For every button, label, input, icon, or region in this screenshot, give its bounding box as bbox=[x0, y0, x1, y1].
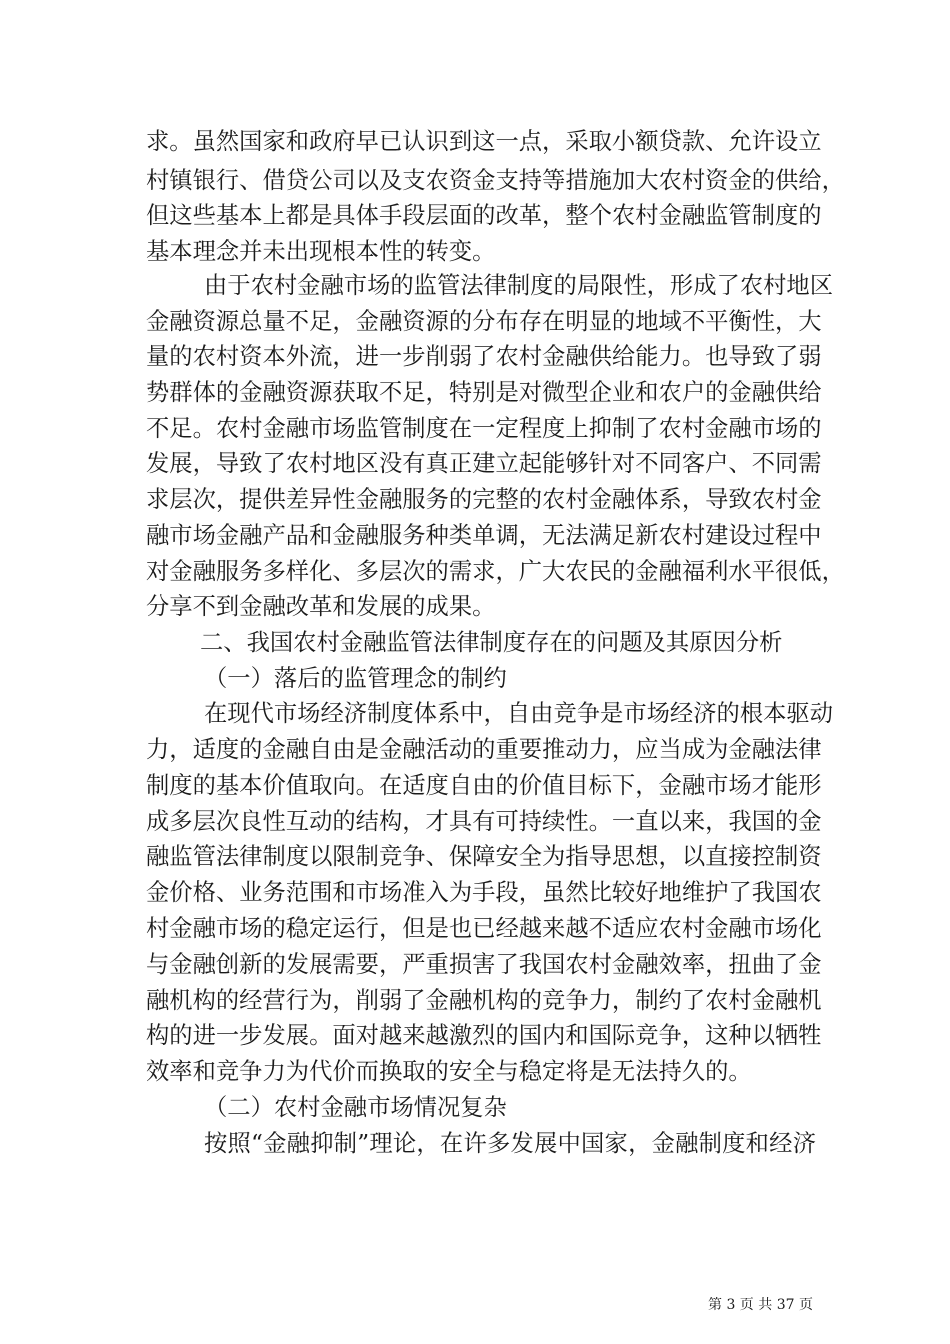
paragraph-line: 融监管法律制度以限制竞争、保障安全为指导思想，以直接控制资 bbox=[146, 843, 822, 870]
paragraph-line: 但这些基本上都是具体手段层面的改革，整个农村金融监管制度的 bbox=[146, 202, 822, 229]
paragraph-line: 不足。农村金融市场监管制度在一定程度上抑制了农村金融市场的 bbox=[146, 415, 822, 442]
paragraph-line: 成多层次良性互动的结构，才具有可持续性。一直以来，我国的金 bbox=[146, 808, 822, 835]
paragraph-line: 效率和竞争力为代价而换取的安全与稳定将是无法持久的。 bbox=[146, 1058, 752, 1085]
paragraph-line: 金价格、业务范围和市场准入为手段，虽然比较好地维护了我国农 bbox=[146, 879, 822, 906]
paragraph-line: 力，适度的金融自由是金融活动的重要推动力，应当成为金融法律 bbox=[146, 736, 822, 763]
paragraph-line: 求层次，提供差异性金融服务的完整的农村金融体系，导致农村金 bbox=[146, 486, 822, 513]
subsection-heading: （二）农村金融市场情况复杂 bbox=[204, 1094, 507, 1121]
paragraph-line: 分享不到金融改革和发展的成果。 bbox=[146, 593, 496, 620]
paragraph-line: 村金融市场的稳定运行，但是也已经越来越不适应农村金融市场化 bbox=[146, 915, 822, 942]
paragraph-line: 融机构的经营行为，削弱了金融机构的竞争力，制约了农村金融机 bbox=[146, 987, 822, 1014]
paragraph-line: 求。虽然国家和政府早已认识到这一点，采取小额贷款、允许设立 bbox=[146, 128, 822, 155]
paragraph-line: 发展，导致了农村地区没有真正建立起能够针对不同客户、不同需 bbox=[146, 450, 822, 477]
paragraph-line: 按照“金融抑制”理论，在许多发展中国家，金融制度和经济 bbox=[204, 1130, 816, 1157]
paragraph-line: 村镇银行、借贷公司以及支农资金支持等措施加大农村资金的供给， bbox=[146, 167, 845, 194]
section-heading: 二、我国农村金融监管法律制度存在的问题及其原因分析 bbox=[200, 629, 783, 656]
subsection-heading: （一）落后的监管理念的制约 bbox=[204, 665, 507, 692]
paragraph-line: 基本理念并未出现根本性的转变。 bbox=[146, 238, 496, 265]
paragraph-line: 构的进一步发展。面对越来越激烈的国内和国际竞争，这种以牺牲 bbox=[146, 1022, 822, 1049]
paragraph-line: 由于农村金融市场的监管法律制度的局限性，形成了农村地区 bbox=[204, 272, 834, 299]
paragraph-line: 量的农村资本外流，进一步削弱了农村金融供给能力。也导致了弱 bbox=[146, 343, 822, 370]
paragraph-line: 势群体的金融资源获取不足，特别是对微型企业和农户的金融供给 bbox=[146, 379, 822, 406]
paragraph-line: 融市场金融产品和金融服务种类单调，无法满足新农村建设过程中 bbox=[146, 522, 822, 549]
paragraph-line: 制度的基本价值取向。在适度自由的价值目标下，金融市场才能形 bbox=[146, 772, 822, 799]
paragraph-line: 在现代市场经济制度体系中，自由竞争是市场经济的根本驱动 bbox=[204, 700, 834, 727]
paragraph-line: 与金融创新的发展需要，严重损害了我国农村金融效率，扭曲了金 bbox=[146, 951, 822, 978]
paragraph-line: 金融资源总量不足，金融资源的分布存在明显的地域不平衡性，大 bbox=[146, 308, 822, 335]
paragraph-line: 对金融服务多样化、多层次的需求，广大农民的金融福利水平很低， bbox=[146, 558, 845, 585]
page-number: 第 3 页 共 37 页 bbox=[708, 1297, 813, 1313]
